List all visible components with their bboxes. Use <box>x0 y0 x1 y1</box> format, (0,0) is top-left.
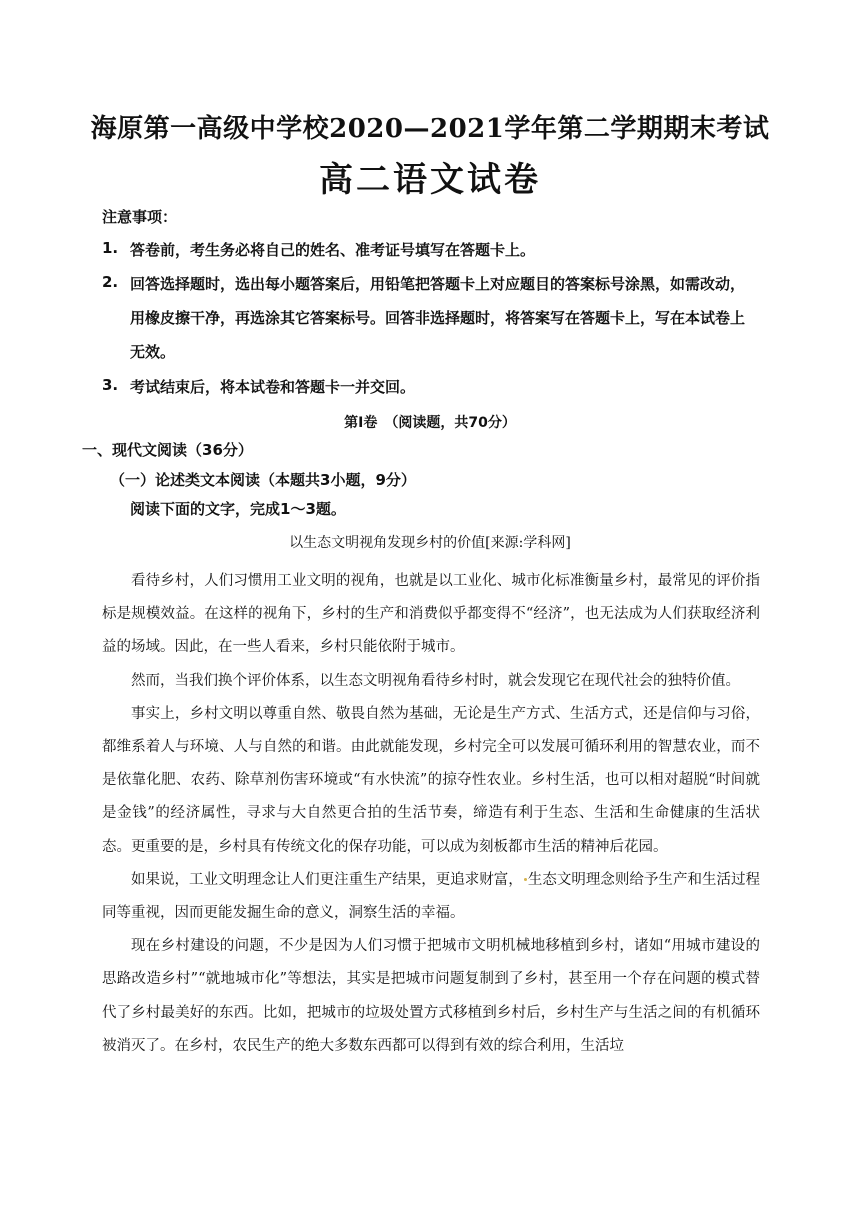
passage-paragraph: 看待乡村，人们习惯用工业文明的视角，也就是以工业化、城市化标准衡量乡村，最常见的评价指标是规模效益。在这样的视角下，乡村的生产和消费似乎都变得不“经济”，也无法成为人们获取经济利益的场域。因此，在一些人看来，乡村只能依附于城市。 <box>102 573 760 656</box>
paragraph-text: 生态文明理念则给予生产和生活过程同等重视，因而更能发掘生命的意义，洞察生活的幸福。 <box>102 871 760 922</box>
notice-item-number: 2. <box>102 273 119 291</box>
notice-item-number: 3. <box>102 376 119 394</box>
notice-item-line: 用橡皮擦干净，再选涂其它答案标号。回答非选择题时，将答案写在答题卡上，写在本试卷上 <box>130 309 746 327</box>
passage-paragraph <box>102 864 760 930</box>
passage-title: 以生态文明视角发现乡村的价值[来源:学科网] <box>289 535 571 551</box>
notice-item-line: 考试结束后，将本试卷和答题卡一并交回。 <box>130 378 416 396</box>
stray-dot-mark <box>524 878 527 881</box>
notice-item-line: 无效。 <box>130 343 176 361</box>
section-heading: 一、现代文阅读（36分） <box>82 441 253 459</box>
exam-subtitle: 高二语文试卷 <box>319 160 541 200</box>
subsection-heading: （一）论述类文本阅读（本题共3小题，9分） <box>110 471 416 489</box>
passage-body <box>102 565 760 1063</box>
part-heading: 第Ⅰ卷 （阅读题，共70分） <box>344 415 516 431</box>
reading-instruction: 阅读下面的文字，完成1～3题。 <box>130 500 346 518</box>
passage-paragraph: 现在乡村建设的问题，不少是因为人们习惯于把城市文明机械地移植到乡村，诸如“用城市建设的思路改造乡村”“就地城市化”等想法，其实是把城市问题复制到了乡村，甚至用一个存在问题的模式替代了乡村最美好的东西。比如，把城市的垃圾处置方式移植到乡村后，乡村生产与生活之间的有机循环被消灭了。在乡村，农民生产的绝大多数东西都可以得到有效的综合利用，生活垃 <box>102 938 760 1054</box>
exam-title: 海原第一高级中学校2020—2021学年第二学期期末考试 <box>90 114 770 144</box>
notice-item-number: 1. <box>102 239 119 257</box>
notice-item-line: 回答选择题时，选出每小题答案后，用铅笔把答题卡上对应题目的答案标号涂黑，如需改动， <box>130 275 746 293</box>
notice-item-line: 答卷前，考生务必将自己的姓名、准考证号填写在答题卡上。 <box>130 241 536 259</box>
passage-paragraph: 事实上，乡村文明以尊重自然、敬畏自然为基础，无论是生产方式、生活方式，还是信仰与习俗，都维系着人与环境、人与自然的和谐。由此就能发现，乡村完全可以发展可循环利用的智慧农业，而不是依靠化肥、农药、除草剂伤害环境或“有水快流”的掠夺性农业。乡村生活，也可以相对超脱“时间就是金钱”的经济属性，寻求与大自然更合拍的生活节奏，缔造有利于生态、生活和生命健康的生活状态。更重要的是，乡村具有传统文化的保存功能，可以成为刻板都市生活的精神后花园。 <box>102 705 760 855</box>
passage-paragraph: 然而，当我们换个评价体系，以生态文明视角看待乡村时，就会发现它在现代社会的独特价值。 <box>131 672 740 689</box>
paragraph-text: 如果说，工业文明理念让人们更注重生产结果，更追求财富， <box>131 871 523 888</box>
notice-heading: 注意事项： <box>102 208 178 226</box>
